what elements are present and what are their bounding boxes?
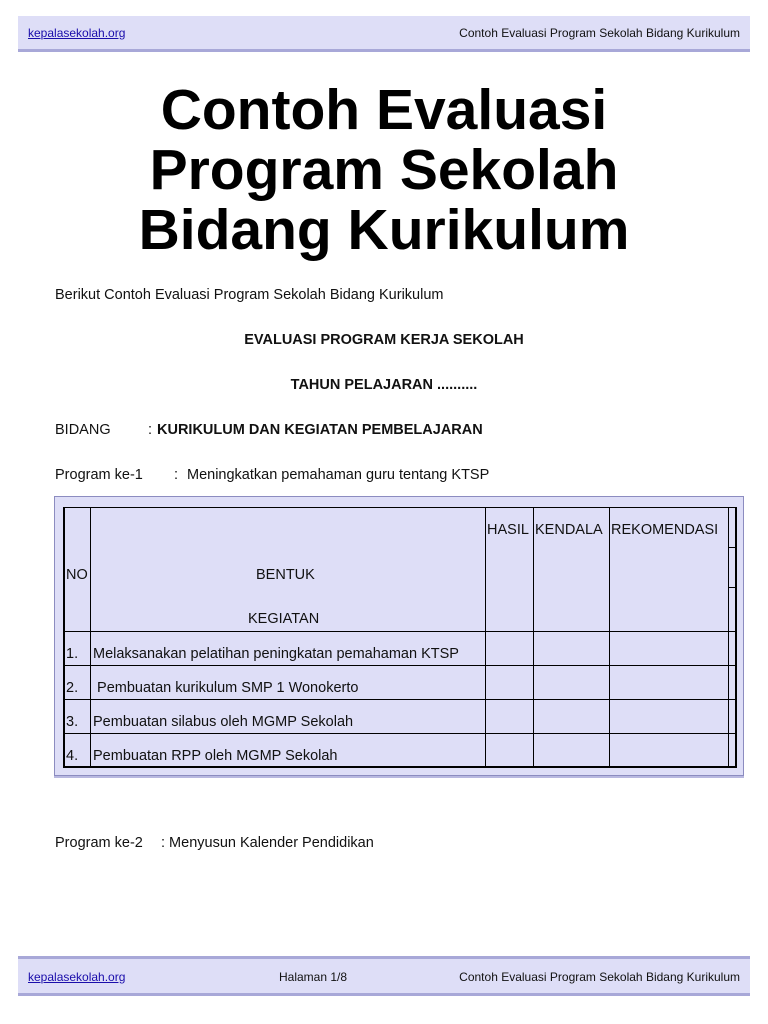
page-header [18,16,750,52]
grid-line [90,507,91,767]
program1-separator: : [174,467,179,483]
grid-line [63,631,737,632]
grid-line [728,507,729,767]
footer-page-number: Halaman 1/8 [279,970,348,984]
grid-line [609,507,610,767]
title-line-2: Program Sekolah [149,138,619,202]
program2-label: Program ke-2 [55,835,143,851]
title-line-3: Bidang Kurikulum [138,198,630,262]
footer-doc-title: Contoh Evaluasi Program Sekolah Bidang Kurikulum [459,970,740,984]
grid-line [485,507,486,767]
grid-line [63,507,65,767]
row-3-kegiatan: Pembuatan silabus oleh MGMP Sekolah [93,714,354,730]
grid-line [63,699,737,700]
row-4-no: 4. [66,748,79,764]
header-rekomendasi: REKOMENDASI [611,522,719,538]
header-hasil: HASIL [487,522,529,538]
title-line-1: Contoh Evaluasi [160,78,608,142]
header-site-link[interactable]: kepalasekolah.org [28,26,126,40]
bidang-value: KURIKULUM DAN KEGIATAN PEMBELAJARAN [157,422,483,438]
row-1-kegiatan: Melaksanakan pelatihan peningkatan pemahaman KTSP [93,646,459,662]
table-grid [55,497,743,775]
header-kegiatan: KEGIATAN [248,611,320,627]
row-2-kegiatan: Pembuatan kurikulum SMP 1 Wonokerto [93,680,359,696]
bidang-label: BIDANG [55,422,111,438]
header-doc-title: Contoh Evaluasi Program Sekolah Bidang Kurikulum [459,26,740,40]
page-title [0,80,768,260]
bidang-separator: : [148,422,153,438]
grid-line [728,547,737,548]
row-1-no: 1. [66,646,79,662]
evaluation-table [54,496,744,776]
row-2-no: 2. [66,680,79,696]
header-bentuk: BENTUK [256,567,315,583]
grid-line [63,665,737,666]
grid-line [63,733,737,734]
intro-text: Berikut Contoh Evaluasi Program Sekolah Bidang Kurikulum [55,287,444,303]
header-no: NO [66,567,88,583]
row-3-no: 3. [66,714,79,730]
program1-label: Program ke-1 [55,467,143,483]
grid-line [63,507,737,508]
grid-line [63,766,737,768]
grid-line [728,587,737,588]
header-kendala: KENDALA [535,522,603,538]
program1-value: Meningkatkan pemahaman guru tentang KTSP [187,467,490,483]
program2-value: : Menyusun Kalender Pendidikan [161,835,374,851]
footer-site-link[interactable]: kepalasekolah.org [28,970,126,984]
heading-evaluasi: EVALUASI PROGRAM KERJA SEKOLAH [244,332,524,348]
row-4-kegiatan: Pembuatan RPP oleh MGMP Sekolah [93,748,338,764]
heading-tahun: TAHUN PELAJARAN .......... [290,377,478,393]
page-footer [18,956,750,996]
grid-line [533,507,534,767]
grid-line [735,507,737,767]
